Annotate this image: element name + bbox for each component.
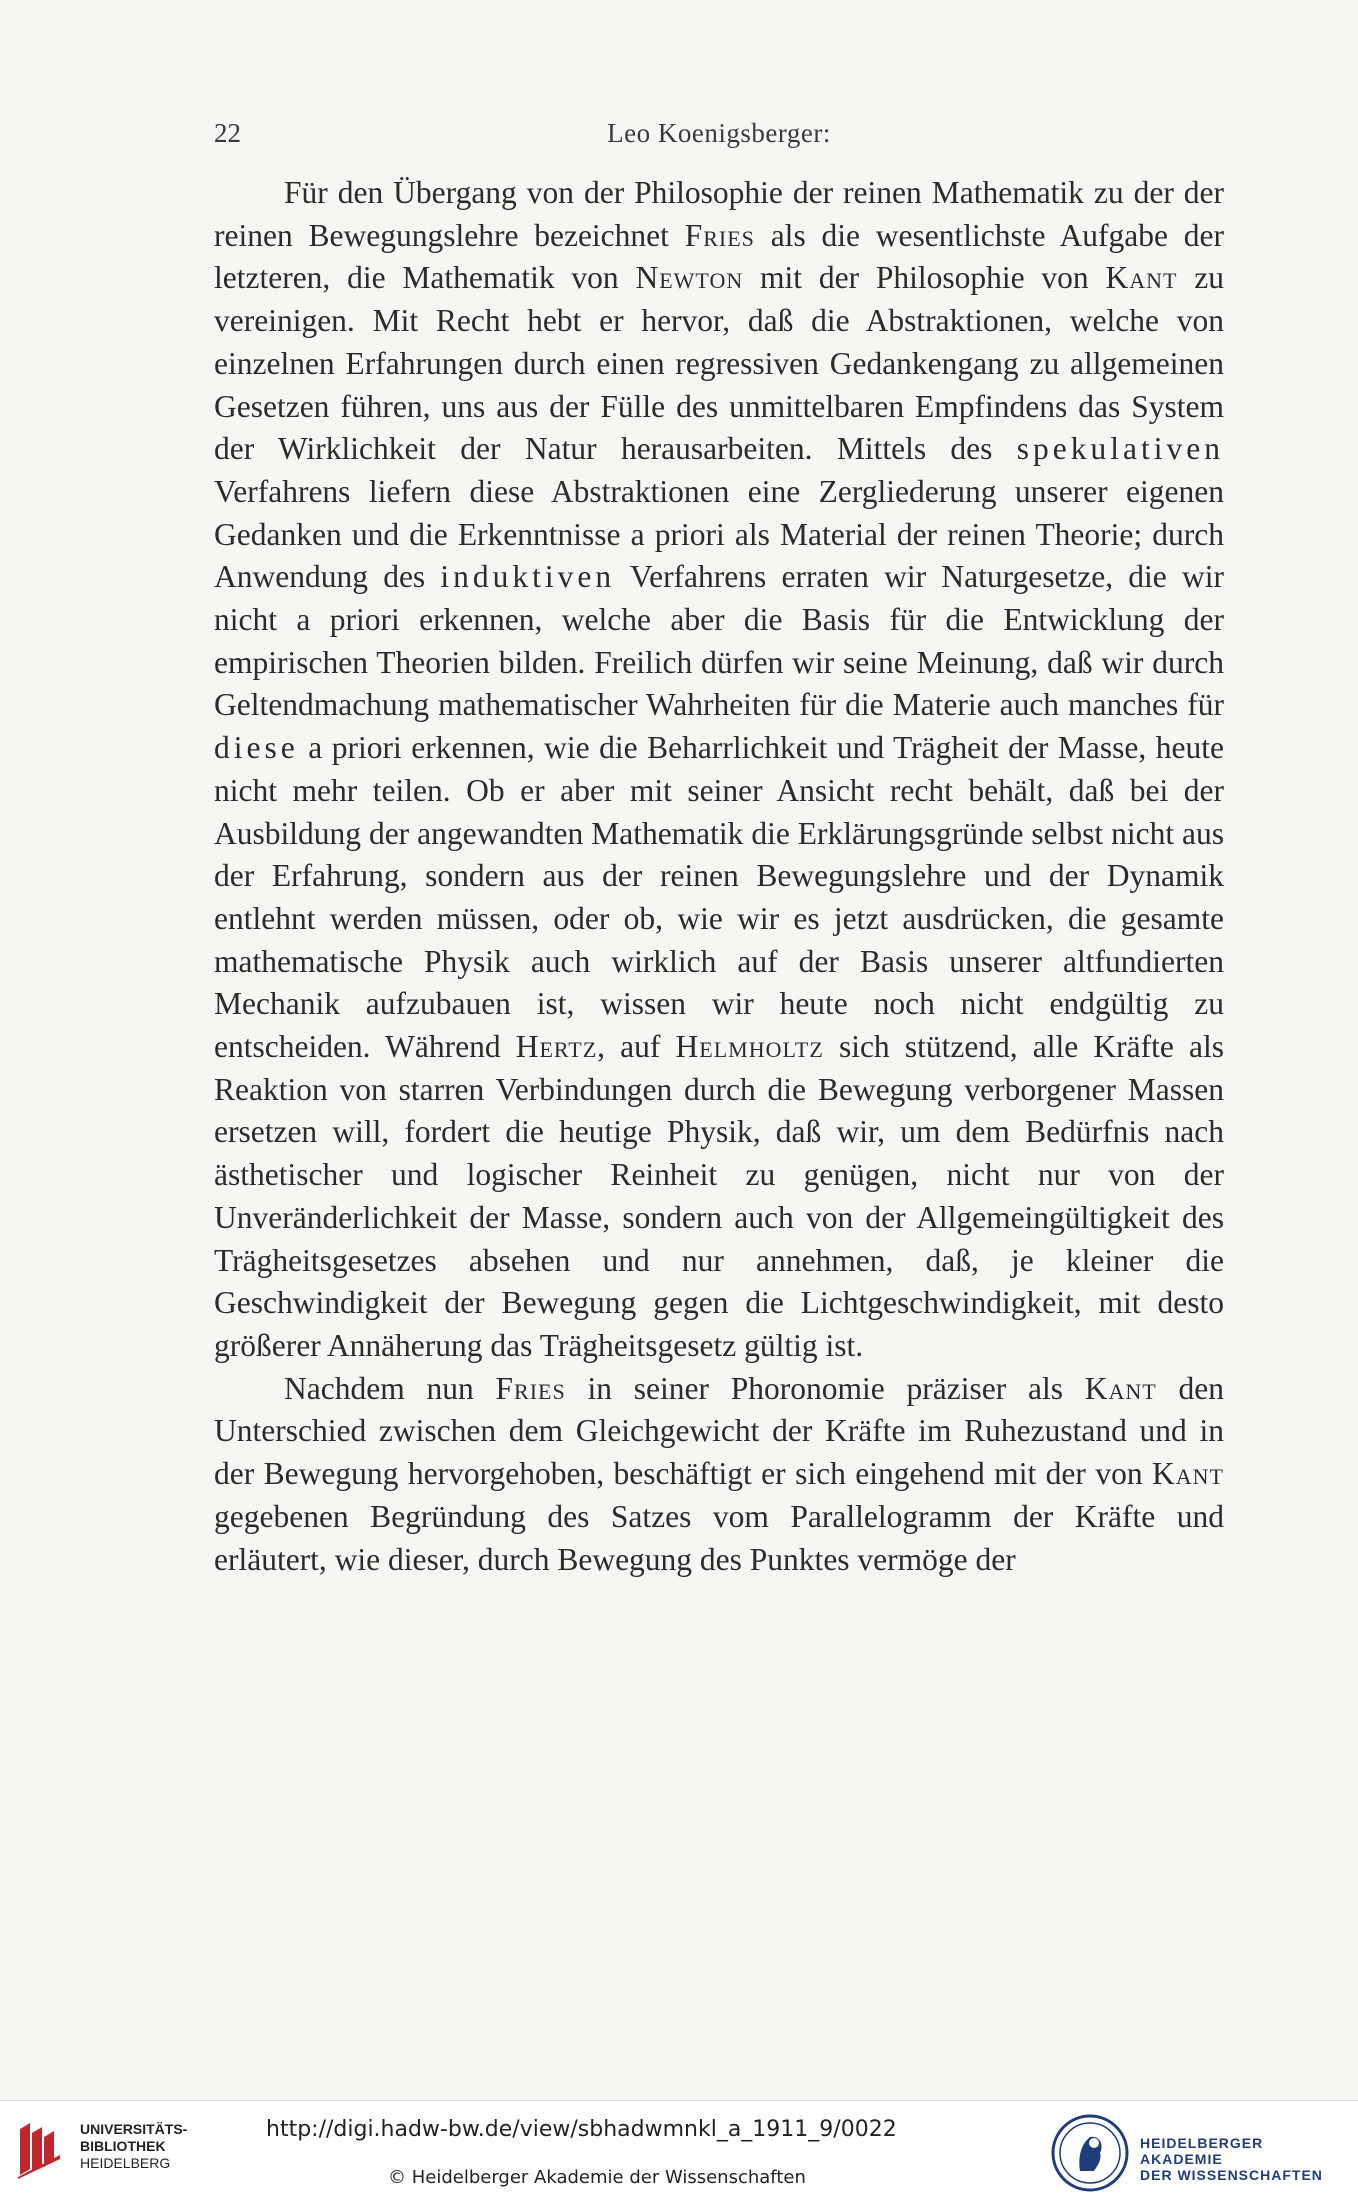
text-run: zu vereinigen. Mit Recht hebt er hervor, daß die Abstraktionen, welche von einzelnen Erfahrungen durch einen regressiven Gedankengang zu allgemeinen Gesetzen führen, uns aus der Fülle des unmittelbaren Empfindens das System der Wirklichkeit der Natur herausarbeiten. Mittels des (214, 260, 1224, 467)
library-logo-icon (16, 2119, 68, 2179)
name-newton: Newton (635, 260, 744, 296)
text-run: mit der Philosophie von (743, 260, 1106, 296)
library-name (80, 2121, 230, 2172)
name-kant: Kant (1105, 260, 1178, 296)
source-url-link[interactable]: http://digi.hadw-bw.de/view/sbhadwmnkl_a_1911_9/0022 (266, 2117, 897, 2142)
paragraph-2 (214, 1368, 1224, 1582)
text-run: , auf (597, 1029, 676, 1065)
text-run: Verfahrens erraten wir Naturgesetze, die wir nicht a priori erkennen, welche aber die Basis für die Entwicklung der empirischen Theorien bilden. Freilich dürfen wir seine Meinung, daß wir durch Geltendmachung mathematischer Wahrheiten für die Materie auch manches für (214, 559, 1224, 723)
library-name-line3: HEIDELBERG (80, 2155, 171, 2171)
body-text (214, 172, 1224, 1581)
text-run: gegebenen Begründung des Satzes vom Parallelogramm der Kräfte und erläutert, wie dieser, durch Bewegung des Punktes vermöge der (214, 1498, 1224, 1577)
library-name-line1: UNIVERSITÄTS- (80, 2121, 188, 2137)
name-hertz: Hertz (515, 1029, 598, 1065)
text-run: als die wesentlichste Aufgabe der letzteren, die Mathematik von (214, 217, 1225, 296)
name-fries: Fries (495, 1370, 566, 1406)
paragraph-1 (214, 172, 1224, 1368)
spaced-word-spekulativen: spekulativen (1016, 431, 1224, 467)
name-kant: Kant (1152, 1456, 1224, 1492)
academy-seal-icon (1050, 2113, 1130, 2193)
academy-name-line2: DER WISSENSCHAFTEN (1140, 2167, 1323, 2183)
text-run: Nachdem nun (284, 1370, 496, 1406)
spaced-word-diese: diese (214, 730, 299, 766)
name-helmholtz: Helmholtz (675, 1029, 824, 1065)
spaced-word-induktiven: induktiven (440, 559, 616, 595)
library-name-line2: BIBLIOTHEK (80, 2138, 166, 2154)
name-fries: Fries (684, 217, 755, 253)
text-run: in seiner Phoronomie präziser als (565, 1370, 1085, 1406)
name-kant: Kant (1084, 1370, 1157, 1406)
footer-bar (0, 2100, 1358, 2201)
text-run: den Unterschied zwischen dem Gleichgewicht der Kräfte im Ruhezustand und in der Bewegung hervorgehoben, beschäftigt er sich eingehend mit der von (214, 1370, 1224, 1492)
text-run: Verfahrens liefern diese Abstraktionen eine Zergliederung unserer eigenen Gedanken und die Erkenntnisse a priori als Material der reinen Theorie; durch Anwendung des (214, 473, 1224, 595)
academy-name-line1: HEIDELBERGER AKADEMIE (1140, 2135, 1264, 2167)
page-number: 22 (214, 118, 241, 148)
page-header (214, 118, 1224, 158)
text-run: Für den Übergang von der Philosophie der reinen Mathematik zu der der reinen Bewegungslehre bezeichnet (214, 175, 1224, 253)
running-head: Leo Koenigsberger: (607, 118, 831, 148)
text-run: sich stützend, alle Kräfte als Reaktion von starren Verbindungen durch die Bewegung verborgener Massen ersetzen will, fordert die heutige Physik, daß wir, um dem Bedürfnis nach ästhetischer und logischer Reinheit zu genügen, nicht nur von der Unveränderlichkeit der Masse, sondern auch von der Allgemeingültigkeit des Trägheitsgesetzes absehen und nur annehmen, daß, je kleiner die Geschwindigkeit der Bewegung gegen die Lichtgeschwindigkeit, mit desto größerer Annäherung das Trägheitsgesetz gültig ist. (214, 1029, 1224, 1363)
copyright-notice: © Heidelberger Akademie der Wissenschaften (388, 2167, 806, 2188)
academy-name (1140, 2135, 1350, 2183)
text-run: a priori erkennen, wie die Beharrlichkeit und Trägheit der Masse, heute nicht mehr teilen. Ob er aber mit seiner Ansicht recht behält, daß bei der Ausbildung der angewandten Mathematik die Erklärungsgründe selbst nicht aus der Erfahrung, sondern aus der reinen Bewegungslehre und der Dynamik entlehnt werden müssen, oder ob, wie wir es jetzt ausdrücken, die gesamte mathematische Physik auch wirklich auf der Basis unserer altfundierten Mechanik aufzubauen ist, wissen wir heute noch nicht endgültig zu entscheiden. Während (214, 730, 1224, 1065)
